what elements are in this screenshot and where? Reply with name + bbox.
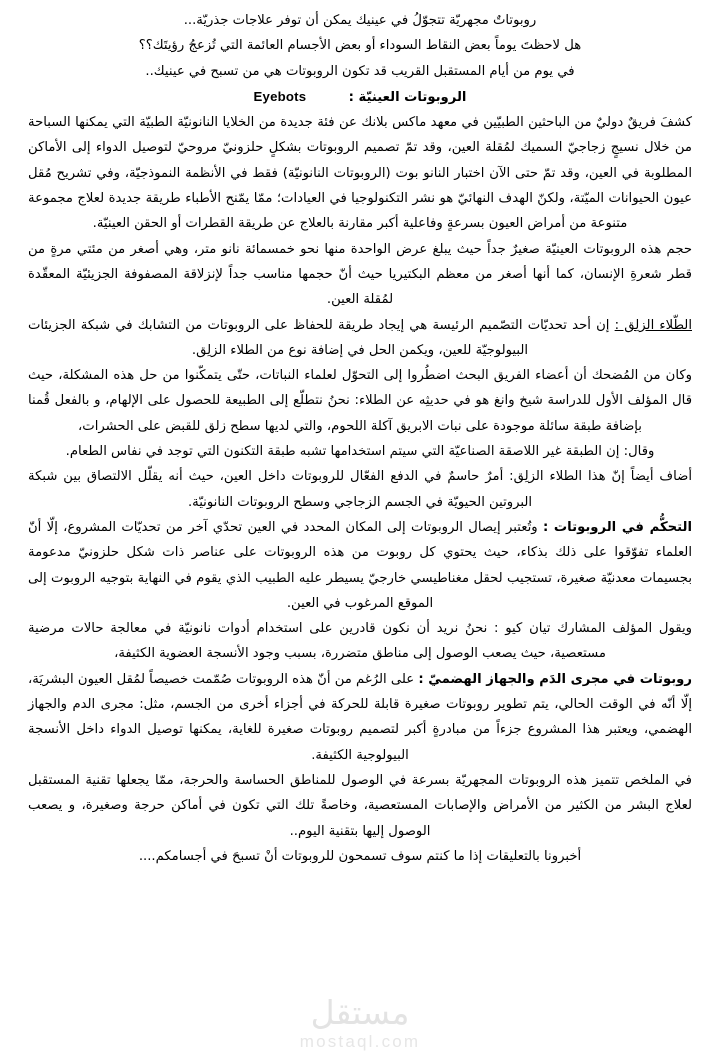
section-5-body: وقال: إن الطبقة غير اللاصقة الصناعيّة التي سيتم استخدامها تشبه طبقة التكنون التي توجد في نفاس الطعام. [65,444,655,460]
watermark-site-url: mostaql.com [299,1032,421,1051]
intro-line-3: في يوم من أيام المستقبل القريب قد تكون الروبوتات هي من تسبح في عينيك.. [145,63,575,79]
section-7-heading: التحكُّم في الروبوتات : [542,519,692,535]
intro-line-1: روبوتاتٌ مجهريّة تتجوّلُ في عينيك يمكن أن توفر علاجات جذريّة... [183,13,537,28]
section-1-body: كشفَ فريقٌ دوليٌ من الباحثين الطبيّين في معهد ماكس بلانك عن فئة جديدة من الخلايا النانونيّة الطبيّة التي يمكنها السباحة من خلال نسيجٍ زجاجيّ السميك لمُقلة العين، وقد تمّ تصميم الروبوتات بشكلٍ حلزونيّ مروحيّ لتوصيل الدواء إلى الأماكن المطلوبة في العين، وقد تمّ حتى الآن اختبار النانو بوت (الروبوتات النانونيّة) فقط في الأنظمة النموذجيّة، وفي تشريح مُقل عيون الحيوانات الميّتة، ولكنّ الهدف النهائيّ هو نشر التكنولوجيا في العيادات؛ ممّا يمّنح الأطباء طريقة جديدة لعلاج مجموعة متنوعة من أمراض العيون بسرعةٍ وفاعلية أكبر مقارنة بالعلاج عن طريقة القطرات أو الحقن العينيّة. [28,115,692,232]
section-7 [28,515,692,616]
section-3-body: إن أحد تحديّات التصّميم الرئيسة هي إيجاد طريقة للحفاظ على الروبوتات من التشابك في شبكة الجزيئات البيولوجيّة للعين، ويكمن الحل في إضافة نوع من الطلاء الزلِق. [28,317,610,358]
document-body [28,8,692,869]
closing-line: أخبرونا بالتعليقات إذا ما كنتم سوف تسمحون للروبوتات أنْ تسبحَ في أجسامكم.... [138,848,582,864]
section-2-body: حجم هذه الروبوتات العينيّة صغيرٌ جداً حيث يبلغ عرض الواحدة منها نحو خمسمائة نانو متر، وهي أصغر من مئتي مرةٍ من قطر شعرةِ الإنسان، كما أنها أصغر من معظم البكتيريا حيث أنّ حجمها مناسب جداً لإنزلاقة المصفوفة الجزيئيّة المعقّدة لمُقلة العين. [28,241,692,308]
section-4-body: وكان من المُضحك أن أعضاء الفريق البحث اضطُروا إلى التحوّل لعلماء النباتات، حتّى يتمكّنوا من حل هذه المشكلة، حيث قال المؤلف الأول للدراسة شيخ وانغ هو في حديثِه عن الطلاء: نحنُ نتطلّع إلى الطبيعة للحصول على الإلهام، و بالفعل قُمنا بإضافة طبقة سائلة موجودة على نبات الابريق آكلة اللحوم، والتي لديها سطح زلق للقبض على الحشرات، [28,368,692,434]
watermark-arabic-logo: مستقل [310,993,410,1033]
section-9 [28,667,692,768]
section-8-body: ويقول المؤلف المشارك تيان كيو : نحنُ نريد أن نكون قادرين على استخدام أدوات نانونيّة في معالجة حالات مرضية مستعصية، حيث يصعب الوصول إلى مناطق متضررة، بسبب وجود الأنسجة العضوية الكثيفة، [28,621,692,662]
section-1-heading-arabic: الروبوتات العينيّة : [348,89,467,105]
section-9-body: على الرُغم من أنّ هذه الروبوتات صُمّمت خصيصاً لمُقل العيون البشريَة، إلّا أنّه في الوقت الحالي، يتم تطوير روبوتات صغيرة قابلة للحركة في أجزاء أخرى من الجسم، مثل: مجرى الدم والجهاز الهضمي، ويعتبر هذا المشروع جزءاً من مبادرةٍ أكبر لتصميم روبوتات صغيرة للغاية، يمكنها توصيل الدواء داخل الأنسجة البيولوجية الكثيفة. [28,671,692,763]
section-1-heading [28,84,692,110]
section-3-heading: الطّلاء الزلِق : [614,317,692,333]
watermark [0,993,720,1052]
section-10-body: في الملخص تتميز هذه الروبوتات المجهريّة بسرعة في الوصول للمناطق الحساسة والحرجة، ممّا يجعلها تقنية المستقبل لعلاج البشر من الكثير من الأمراض والإصابات المستعصية، وخاصةً تلك التي تكون في أماكن حرجة وصغيرة، و يصعب الوصول إليها بتقنية اليوم.. [28,772,692,839]
section-3 [28,313,692,364]
section-7-body: وتُعتبر إيصال الروبوتات إلى المكان المحدد في العين تحدّي آخر من تحديّات المشروع، إلّا أنّ العلماء تفوّقوا على ذلك بذكاء، حيث يحتوي كل روبوت من هذه الروبوتات على عناصر ذات شكل حلزونيّ مدعومة بجسيمات معدنيّة صغيرة، تستجيب لحقل مغناطيسي خارجيّ يسيطر عليه الطبيب الذي يقوم في النهاية بتوجيه الروبوت إلى الموقع المرغوب في العين. [28,519,692,611]
section-9-heading: روبوتات في مجرى الدَم والجهاز الهضميّ : [418,671,692,687]
section-6-body: أضاف أيضاً إنّ هذا الطلاء الزلِق: أمرٌ حاسمٌ في الدفع الفعّال للروبوتات داخل العين، حيث أنه يقلّل الالتصاق بين شبكة البروتين الحيويّة في الجسم الزجاجي وسطح الروبوتات النانونيّة. [28,469,692,510]
section-1-heading-english: Eyebots [253,88,307,104]
intro-line-2: هل لاحظتَ يوماً بعض النقاط السوداء أو بعض الأجسام العائمة التي تُزعجُ رؤيتَك؟؟ [138,38,582,54]
